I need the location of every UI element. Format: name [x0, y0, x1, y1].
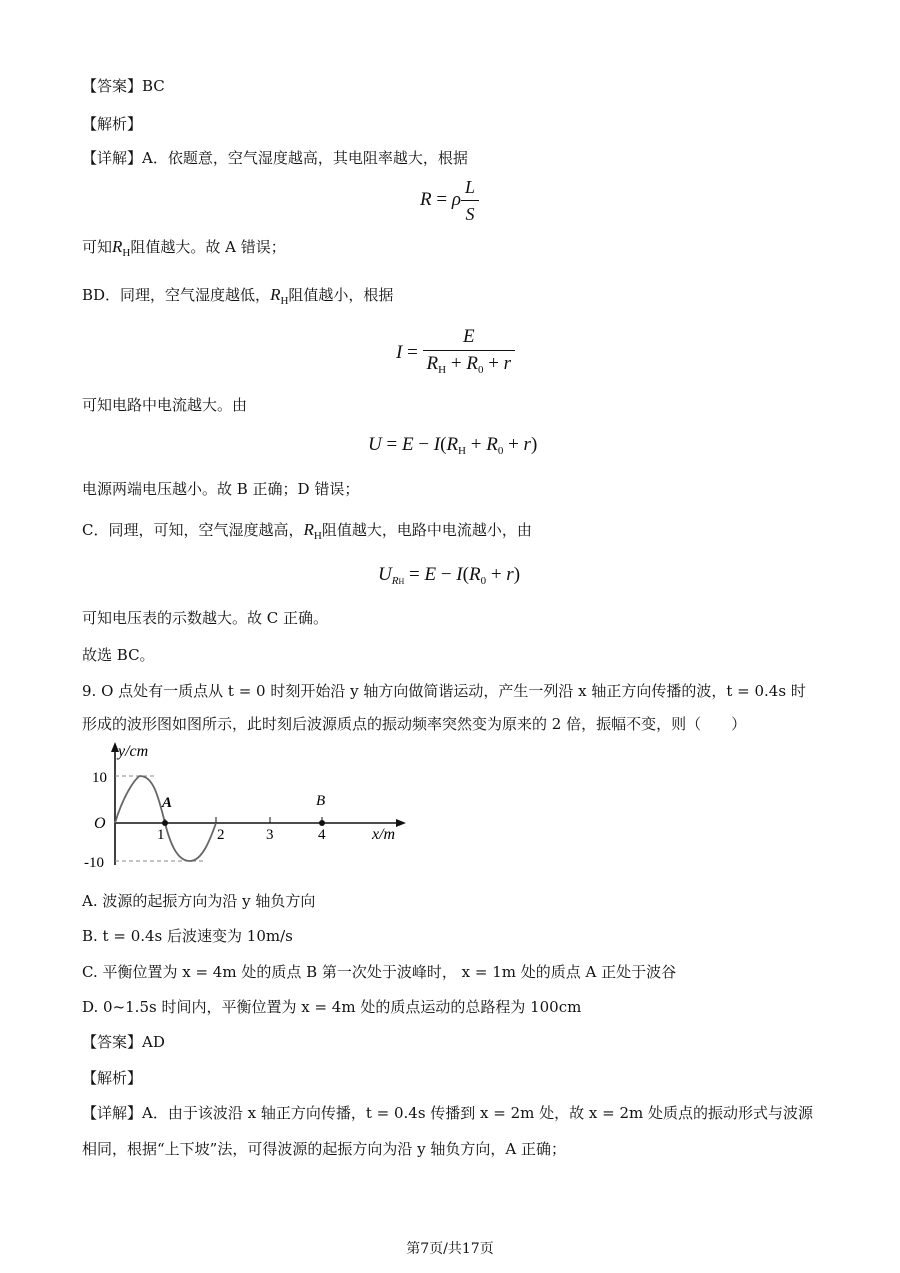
option-a: A. 波源的起振方向为沿 y 轴负方向 — [82, 892, 316, 910]
detail-line-c: C．同理，可知，空气湿度越高，$R_H$阻值越大，电路中电流越小，由 — [82, 520, 532, 542]
point-a-label: A — [162, 795, 173, 811]
answer-line: 【答案】BC — [82, 77, 165, 95]
point-b-label: B — [316, 793, 326, 809]
option-d: D. 0~1.5s 时间内，平衡位置为 x = 4m 处的质点运动的总路程为 100cm — [82, 998, 582, 1016]
x-tick-label-3: 3 — [266, 827, 274, 843]
point-b-dot — [319, 820, 325, 826]
page-footer: 第7页/共17页 — [406, 1241, 494, 1257]
formula-voltmeter: $U_{RH} = E - I(R_0 + r)$ — [378, 564, 521, 587]
option-b: B. t = 0.4s 后波速变为 10m/s — [82, 927, 293, 945]
point-a-dot — [162, 820, 168, 826]
conclusion-a: 可知$R_H$阻值越大。故 A 错误； — [82, 237, 286, 259]
detail-2-line-1: 【详解】A．由于该波沿 x 轴正方向传播，t = 0.4s 传播到 x = 2m 处，故 x = 2m 处质点的振动形式与波源 — [82, 1104, 814, 1122]
y-tick-top: 10 — [92, 770, 107, 786]
detail-2-line-2: 相同，根据“上下坡”法，可得波源的起振方向为沿 y 轴负方向，A 正确； — [82, 1140, 566, 1158]
answer-line-2: 【答案】AD — [82, 1033, 165, 1051]
x-axis-label: x/m — [372, 826, 396, 843]
choice-line: 故选 BC。 — [82, 646, 155, 664]
formula-current: I = $\frac{E}{R_H + R_0 + r}$ — [396, 326, 515, 381]
formula-terminal-voltage: $U = E - I(R_H + R_0 + r)$ — [368, 434, 538, 457]
origin-label: O — [94, 815, 106, 832]
x-tick-label-1: 1 — [157, 827, 165, 843]
x-axis-arrow — [396, 819, 406, 827]
wave-graph — [80, 740, 420, 870]
analysis-heading: 【解析】 — [82, 115, 143, 133]
y-axis-label: y/cm — [118, 743, 149, 760]
detail-line-a: 【详解】A．依题意，空气湿度越高，其电阻率越大，根据 — [82, 149, 468, 167]
formula-resistivity: R = ρ $\frac{L}{S}$ — [420, 176, 479, 225]
question-9-line-1: 9. O 点处有一质点从 t = 0 时刻开始沿 y 轴方向做简谐运动，产生一列沿 x 轴正方向传播的波，t = 0.4s 时 — [82, 682, 806, 700]
voltmeter-conclusion: 可知电压表的示数越大。故 C 正确。 — [82, 609, 329, 627]
voltage-conclusion: 电源两端电压越小。故 B 正确；D 错误； — [82, 480, 360, 498]
wave-curve — [115, 776, 216, 861]
analysis-heading-2: 【解析】 — [82, 1069, 143, 1087]
current-conclusion: 可知电路中电流越大。由 — [82, 396, 248, 414]
question-9-line-2: 形成的波形图如图所示，此时刻后波源质点的振动频率突然变为原来的 2 倍，振幅不变，则（ ） — [82, 715, 747, 733]
x-tick-label-2: 2 — [217, 827, 225, 843]
option-c: C. 平衡位置为 x = 4m 处的质点 B 第一次处于波峰时， x = 1m 处的质点 A 正处于波谷 — [82, 963, 677, 981]
x-tick-label-4: 4 — [318, 827, 326, 843]
detail-line-bd: BD．同理，空气湿度越低，$R_H$阻值越小，根据 — [82, 285, 394, 307]
y-tick-bottom: -10 — [84, 855, 104, 870]
